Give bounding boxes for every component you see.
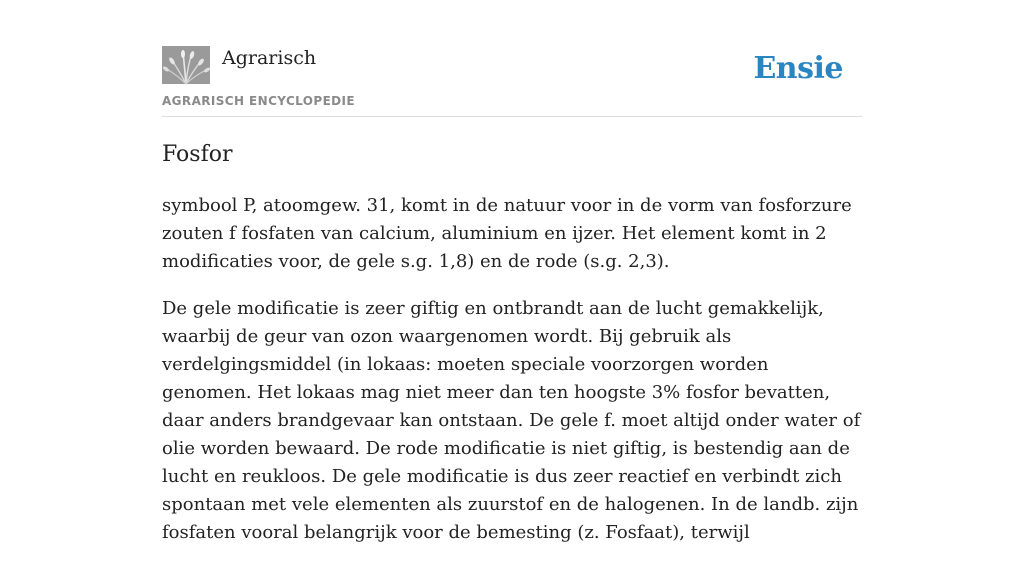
wheat-icon[interactable]: [162, 46, 210, 84]
article-title: Fosfor: [162, 142, 233, 167]
article-body: [162, 192, 862, 566]
article-paragraph: symbool P, atoomgew. 31, komt in de natuur voor in de vorm van fosforzure zouten f fosfaten van calcium, aluminium en ijzer. Het element komt in 2 modificaties voor, de gele s.g. 1,8) en de rode (s.g. 2,3).: [162, 195, 852, 272]
article-paragraph: De gele modificatie is zeer giftig en ontbrandt aan de lucht gemakkelijk, waarbij de geur van ozon waargenomen wordt. Bij gebruik als verdelgingsmiddel (in lokaas: moeten speciale voorzorgen worden genomen. Het lokaas mag niet meer dan ten hoogste 3% fosfor bevatten, daar anders brandgevaar kan ontstaan. De gele f. moet altijd onder water of olie worden bewaard. De rode modificatie is niet giftig, is bestendig aan de lucht en reukloos. De gele modificatie is dus zeer reactief en verbindt zich spontaan met vele elementen als zuurstof en de halogenen. In de landb. zijn fosfaten vooral belangrijk voor de bemesting (z. Fosfaat), terwijl: [162, 298, 861, 543]
content-column: [162, 0, 862, 543]
site-name[interactable]: Agrarisch: [222, 47, 317, 69]
site-subtitle: AGRARISCH ENCYCLOPEDIE: [162, 94, 355, 108]
site-header: [162, 0, 862, 117]
ensie-logo-link[interactable]: Ensie: [753, 51, 843, 86]
